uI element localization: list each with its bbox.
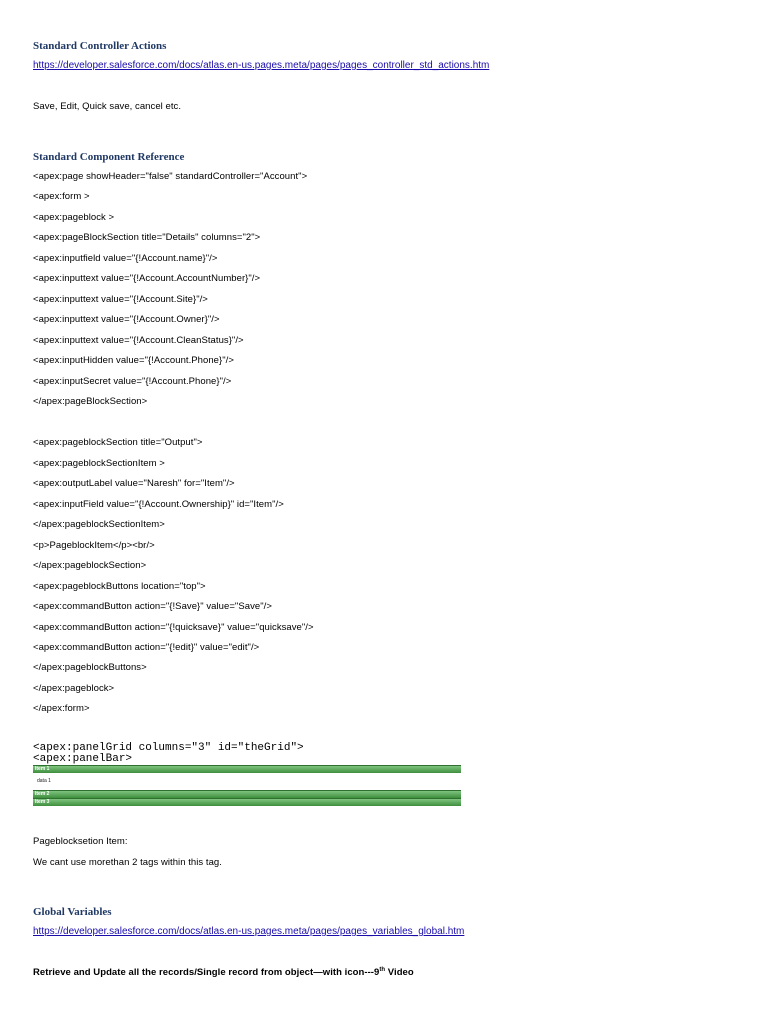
code-line: <apex:inputHidden value="{!Account.Phone}"/> [33,355,234,366]
code-line: </apex:pageblock> [33,683,115,694]
code-line: <apex:pageblockSectionItem > [33,458,165,469]
panel-bar-item-2[interactable]: Item 2 [33,790,461,798]
code-line: <apex:commandButton action="{!edit}" value="edit"/> [33,642,260,653]
link-controller-std-actions[interactable]: https://developer.salesforce.com/docs/atlas.en-us.pages.meta/pages/pages_controller_std_actions.htm [33,60,490,71]
code-line: <apex:inputSecret value="{!Account.Phone}"/> [33,376,232,387]
heading-standard-component-reference: Standard Component Reference [33,151,185,163]
panel-bar-content: data 1 [37,778,51,784]
code-line: <apex:commandButton action="{!quicksave}" value="quicksave"/> [33,622,314,633]
code-line: <apex:inputField value="{!Account.Ownership}" id="Item"/> [33,499,284,510]
code-line: <apex:outputLabel value="Naresh" for="Item"/> [33,478,235,489]
heading-standard-controller-actions: Standard Controller Actions [33,40,167,52]
code-line: <apex:inputtext value="{!Account.CleanStatus}"/> [33,335,244,346]
panel-bar-item-3[interactable]: Item 3 [33,798,461,806]
panel-bar-item-1[interactable]: Item 1 [33,765,461,773]
code-line: </apex:pageBlockSection> [33,396,148,407]
code-line: </apex:pageblockButtons> [33,662,147,673]
mono-code-line: <apex:panelGrid columns="3" id="theGrid"> [33,742,304,754]
code-line: <apex:page showHeader="false" standardController="Account"> [33,171,308,182]
code-line: <apex:pageblock > [33,212,115,223]
footer-note [33,967,414,978]
footer-note-text: Retrieve and Update all the records/Single record from object—with icon---9 [33,967,380,978]
pageblock-item-note: We cant use morethan 2 tags within this tag. [33,857,222,868]
footer-note-suffix: Video [385,967,414,978]
note-standard-actions: Save, Edit, Quick save, cancel etc. [33,101,182,112]
code-line: <apex:inputfield value="{!Account.name}"/> [33,253,218,264]
footer-note-superscript: th [379,966,386,973]
code-line: <apex:form > [33,191,90,202]
code-line: <apex:pageblockButtons location="top"> [33,581,206,592]
mono-code-line: <apex:panelBar> [33,753,133,765]
code-line: </apex:pageblockSection> [33,560,147,571]
code-line: <apex:inputtext value="{!Account.Owner}"/> [33,314,220,325]
code-line: <apex:inputtext value="{!Account.AccountNumber}"/> [33,273,261,284]
code-line: <p>PageblockItem</p><br/> [33,540,155,551]
pageblock-item-label: Pageblocksetion Item: [33,836,128,847]
heading-global-variables: Global Variables [33,906,112,918]
code-line: </apex:pageblockSectionItem> [33,519,165,530]
code-line: </apex:form> [33,703,90,714]
code-line: <apex:pageblockSection title="Output"> [33,437,203,448]
code-line: <apex:pageBlockSection title="Details" columns="2"> [33,232,261,243]
code-line: <apex:inputtext value="{!Account.Site}"/> [33,294,208,305]
link-variables-global[interactable]: https://developer.salesforce.com/docs/atlas.en-us.pages.meta/pages/pages_variables_global.htm [33,926,465,937]
panel-bar-preview [33,765,461,806]
code-line: <apex:commandButton action="{!Save}" value="Save"/> [33,601,272,612]
